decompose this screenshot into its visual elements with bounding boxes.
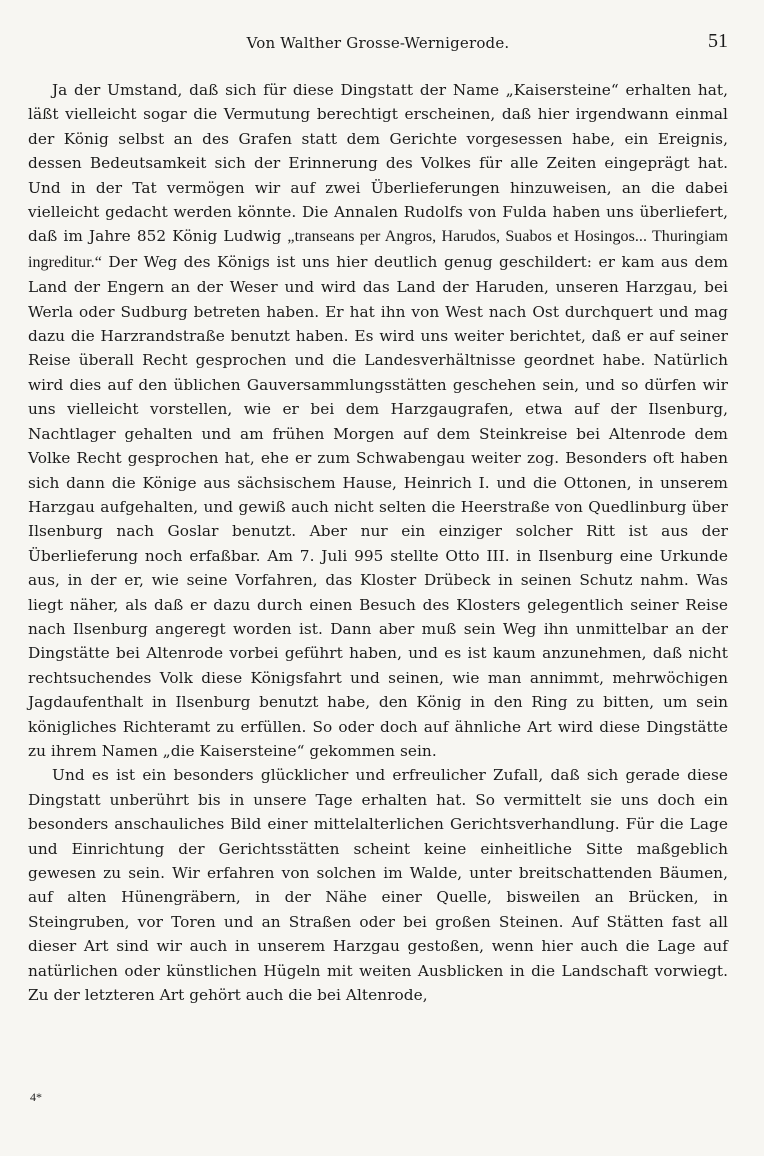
page-number: 51 bbox=[708, 30, 728, 52]
page-header bbox=[28, 30, 728, 58]
paragraph-2-text: Und es ist ein besonders glücklicher und erfreulicher Zufall, daß sich gerade diese Dingstatt unberührt bis in unsere Tage erhalten hat. So vermittelt sie uns doch ein besonders anschauliches Bild einer mittelalterlichen Gerichtsverhandlung. Für die Lage und Einrichtung der Gerichtsstätten scheint keine einheitliche Sitte maßgeblich gewesen zu sein. Wir erfahren von solchen im Walde, unter breitschattenden Bäumen, auf alten Hünengräbern, in der Nähe einer Quelle, bisweilen an Brücken, in Steingruben, vor Toren und an Straßen oder bei großen Steinen. Auf Stätten fast all dieser Art sind wir auch in unserem Harzgau gestoßen, wenn hier auch die Lage auf natürlichen oder künstlichen Hügeln mit weiten Ausblicken in die Landschaft vorwiegt. Zu der letzteren Art gehört auch die bei Altenrode, bbox=[28, 766, 728, 1005]
paragraph-1-part-1: Ja der Umstand, daß sich für diese Dingstatt der Name „Kaisersteine“ erhalten hat, läßt vielleicht sogar die Vermutung berechtigt erscheinen, daß hier irgendwann einmal der König selbst an des Grafen statt dem Gerichte vorgesessen habe, ein Ereignis, dessen Bedeutsamkeit sich der Erinnerung des Volkes für alle Zeiten eingeprägt hat. Und in der Tat vermögen wir auf zwei Überlieferungen hinzuweisen, an die dabei vielleicht gedacht werden könnte. Die Annalen Rudolfs von Fulda haben uns überliefert, daß im Jahre 852 König Ludwig bbox=[28, 81, 728, 246]
paragraph-2 bbox=[28, 763, 728, 1007]
latin-quotation: „transeans per Angros, Harudos, Suabos et Hosingos... Thuringiam ingreditur.“ bbox=[28, 228, 728, 271]
running-head: Von Walther Grosse-Wernigerode. bbox=[246, 34, 510, 52]
paragraph-1 bbox=[28, 78, 728, 763]
body-text bbox=[28, 78, 728, 1007]
book-page bbox=[28, 30, 728, 1007]
signature-mark: 4* bbox=[30, 1090, 42, 1104]
paragraph-1-part-3: Der Weg des Königs ist uns hier deutlich genug geschildert: er kam aus dem Land der Engern an der Weser und wird das Land der Haruden, unseren Harzgau, bei Werla oder Sudburg betreten haben. Er hat ihn von West nach Ost durchquert und mag dazu die Harzrandstraße benutzt haben. Es wird uns weiter berichtet, daß er auf seiner Reise überall Recht gesprochen und die Landesverhältnisse geordnet habe. Natürlich wird dies auf den üblichen Gauversammlungsstätten geschehen sein, und so dürfen wir uns vielleicht vorstellen, wie er bei dem Harzgaugrafen, etwa auf der Ilsenburg, Nachtlager gehalten und am frühen Morgen auf dem Steinkreise bei Altenrode dem Volke Recht gesprochen hat, ehe er zum Schwabengau weiter zog. Besonders oft haben sich dann die Könige aus sächsischem Hause, Heinrich I. und die Ottonen, in unserem Harzgau aufgehalten, und gewiß auch nicht selten die Heerstraße von Quedlinburg über Ilsenburg nach Goslar benutzt. Aber nur ein einziger solcher Ritt ist aus der Überlieferung noch erfaßbar. Am 7. Juli 995 stellte Otto III. in Ilsenburg eine Urkunde aus, in der er, wie seine Vorfahren, das Kloster Drübeck in seinen Schutz nahm. Was liegt näher, als daß er dazu durch einen Besuch des Klosters gelegentlich seiner Reise nach Ilsenburg angeregt worden ist. Dann aber muß sein Weg ihn unmittelbar an der Dingstätte bei Altenrode vorbei geführt haben, und es ist kaum anzunehmen, daß nicht rechtsuchendes Volk diese Königsfahrt und seinen, wie man annimmt, mehrwöchigen Jagdaufenthalt in Ilsenburg benutzt habe, den König in den Ring zu bitten, um sein königliches Richteramt zu erfüllen. So oder doch auf ähnliche Art wird diese Dingstätte zu ihrem Namen „die Kaisersteine“ gekommen sein. bbox=[28, 252, 728, 760]
